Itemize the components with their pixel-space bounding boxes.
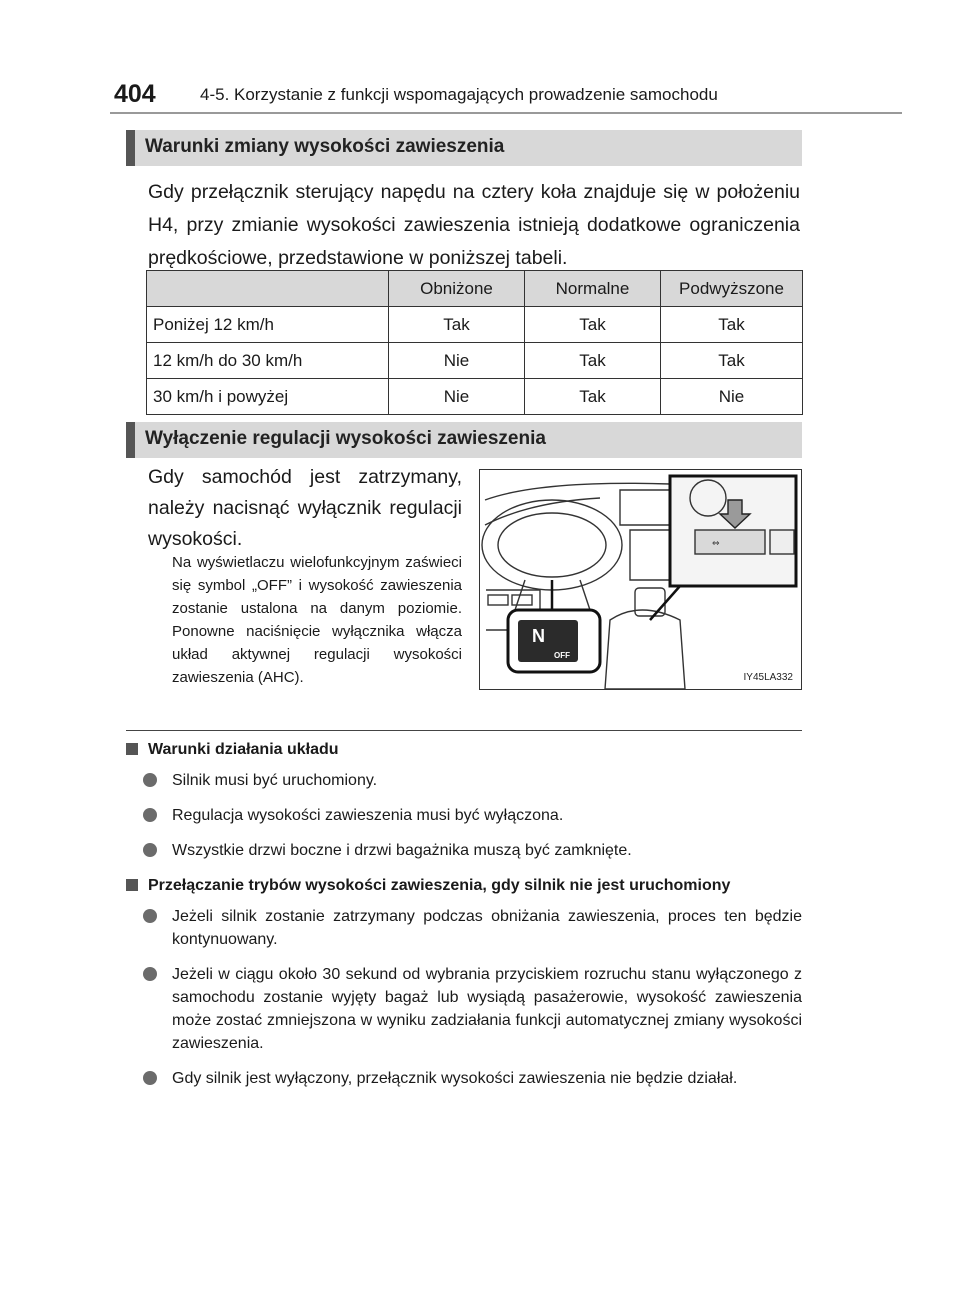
list-item (126, 804, 802, 827)
off-indicator-text: OFF (554, 651, 570, 660)
notes-heading-text: Przełączanie trybów wysokości zawieszenia, gdy silnik nie jest uruchomiony (148, 877, 731, 894)
table-cell: Nie (661, 379, 803, 415)
table-cell: Nie (389, 343, 525, 379)
table-row (147, 343, 803, 379)
list-item (126, 839, 802, 862)
dashboard-drawing (480, 470, 801, 689)
table-cell: Tak (525, 307, 661, 343)
table-row (147, 379, 803, 415)
list-item (126, 905, 802, 951)
list-item-text: Regulacja wysokości zawieszenia musi być wyłączona. (172, 807, 564, 824)
table-header-lowered: Obniżone (389, 271, 525, 307)
section-divider (126, 730, 802, 731)
svg-text:⇔: ⇔ (712, 539, 720, 549)
list-item-text: Wszystkie drzwi boczne i drzwi bagażnika muszą być zamknięte. (172, 842, 632, 859)
round-bullet-icon (143, 909, 157, 923)
row-label: 30 km/h i powyżej (147, 379, 389, 415)
page-header (110, 80, 900, 116)
table-header-empty (147, 271, 389, 307)
figure-code: IY45LA332 (743, 672, 793, 683)
section-heading-suspension-conditions (126, 130, 802, 166)
notes-heading-text: Warunki działania układu (148, 741, 339, 758)
round-bullet-icon (143, 1071, 157, 1085)
round-bullet-icon (143, 843, 157, 857)
notes-block (126, 738, 802, 1102)
table-header-raised: Podwyższone (661, 271, 803, 307)
round-bullet-icon (143, 808, 157, 822)
table-cell: Tak (389, 307, 525, 343)
table-cell: Tak (661, 343, 803, 379)
header-divider (110, 112, 902, 114)
round-bullet-icon (143, 967, 157, 981)
notes-heading-engine-off (126, 874, 802, 897)
intro-paragraph: Gdy przełącznik sterujący napędu na cztery koła znajduje się w położeniu H4, przy zmianie wysokości zawieszenia istnieją dodatkowe ograniczenia prędkościowe, przedstawione w poniższej tabeli. (148, 181, 800, 269)
list-item-text: Jeżeli w ciągu około 30 sekund od wybrania przyciskiem rozruchu stanu wyłączonego z samochodu zostanie wyjęty bagaż lub wysiądą pasażerowie, wysokość zawieszenia może zostać zmniejszona w wyniku zadziałania funkcji automatycznej zmiany wysokości zawieszenia. (172, 966, 802, 1052)
row-label: 12 km/h do 30 km/h (147, 343, 389, 379)
height-indicator-letter: N (532, 626, 545, 646)
square-bullet-icon (126, 743, 138, 755)
section-title: Warunki zmiany wysokości zawieszenia (145, 136, 505, 157)
list-item (126, 963, 802, 1055)
section-heading-disable-regulation (126, 422, 802, 458)
row-label: Poniżej 12 km/h (147, 307, 389, 343)
table-cell: Nie (389, 379, 525, 415)
dashboard-illustration (479, 469, 802, 690)
list-item (126, 1067, 802, 1090)
indicator-callout (508, 580, 600, 672)
list-item-text: Gdy silnik jest wyłączony, przełącznik wysokości zawieszenia nie będzie działał. (172, 1070, 738, 1087)
list-item-text: Silnik musi być uruchomiony. (172, 772, 378, 789)
table-cell: Tak (525, 379, 661, 415)
instruction-text: Gdy samochód jest zatrzymany, należy nacisnąć wyłącznik regulacji wysokości. (148, 466, 462, 550)
table-cell: Tak (661, 307, 803, 343)
speed-limit-table (146, 270, 803, 415)
table-cell: Tak (525, 343, 661, 379)
table-header-normal: Normalne (525, 271, 661, 307)
table-header-row (147, 271, 803, 307)
instruction-note: Na wyświetlaczu wielofunkcyjnym zaświeci się symbol „OFF” i wysokość zawieszenia zostanie ustalona na danym poziomie. Ponowne naciśnięcie wyłącznika włącza układ aktywnej regulacji wysokości zawieszenia (AHC). (172, 554, 462, 686)
callout-panel-zoom (650, 476, 796, 620)
table-row (147, 307, 803, 343)
chapter-title: 4-5. Korzystanie z funkcji wspomagających prowadzenie samochodu (200, 85, 718, 104)
round-bullet-icon (143, 773, 157, 787)
square-bullet-icon (126, 879, 138, 891)
list-item-text: Jeżeli silnik zostanie zatrzymany podczas obniżania zawieszenia, proces ten będzie kontynuowany. (172, 908, 802, 948)
section-title: Wyłączenie regulacji wysokości zawieszenia (145, 428, 546, 449)
page-number: 404 (114, 80, 156, 108)
list-item (126, 769, 802, 792)
notes-heading-conditions (126, 738, 802, 761)
